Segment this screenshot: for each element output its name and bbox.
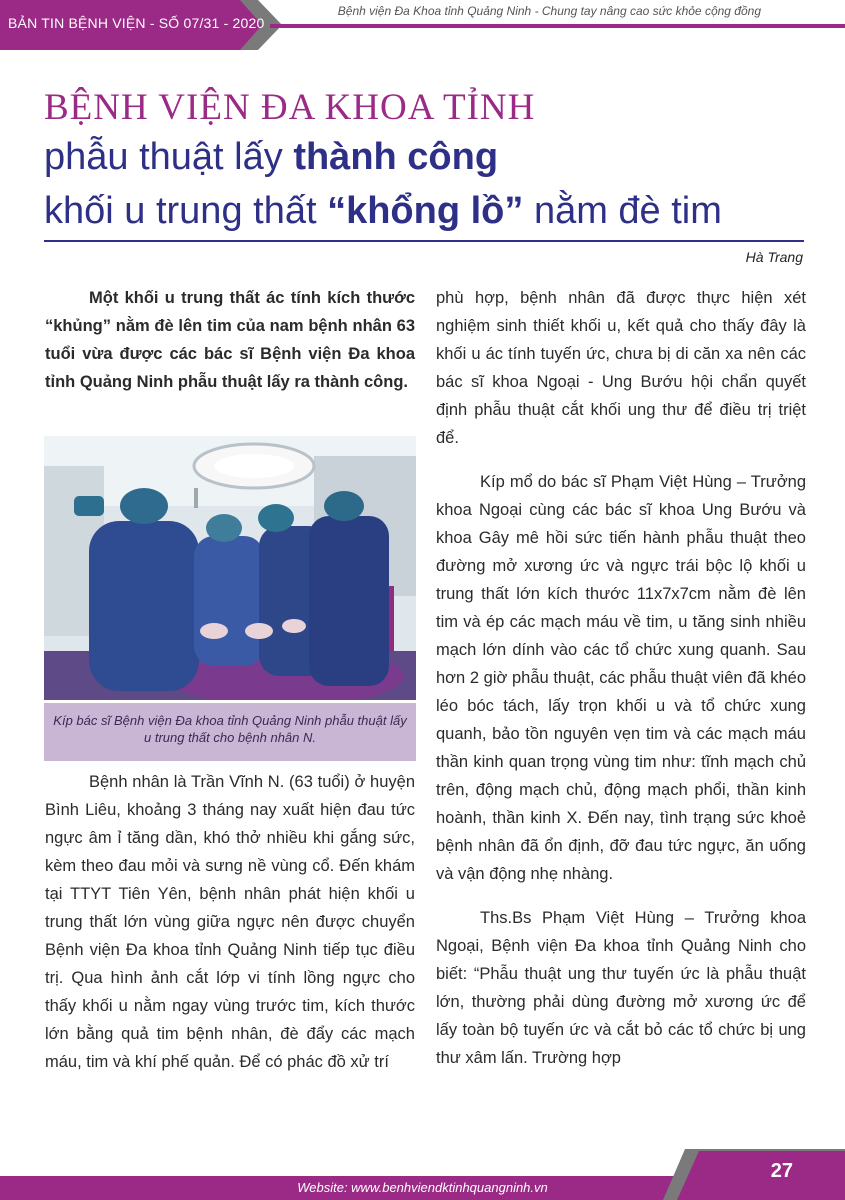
author-byline: Hà Trang [745, 249, 803, 265]
body-paragraph: Ths.Bs Phạm Việt Hùng – Trưởng khoa Ngoại, Bệnh viện Đa khoa tỉnh Quảng Ninh cho biết: “Phẫu thuật ung thư tuyến ức là phẫu thuật lớn, thường phải dùng đường mở xương ức để lấy toàn bộ tuyến ức và cắt bỏ các tổ chức bị ung thư xâm lấn. Trường hợp [436, 909, 806, 1067]
body-paragraph: Kíp mổ do bác sĩ Phạm Việt Hùng – Trưởng khoa Ngoại cùng các bác sĩ khoa Ung Bướu và khoa Gây mê hồi sức tiến hành phẫu thuật theo đường mở xương ức và ngực trái bộc lộ khối u trung thất lớn kích thước 11x7x7cm nằm đè lên tim và ép các mạch máu về tim, u tăng sinh nhiều mạch lớn dính vào các tổ chức xung quanh. Sau hơn 2 giờ phẫu thuật, các phẫu thuật viên đã khéo léo bóc tách, lấy trọn khối u và tổ chức xung quanh, bảo tồn nguyên vẹn tim và các mạch máu thần kinh quan trọng vùng tim như: tĩnh mạch chủ trên, động mạch chủ, động mạch phổi, thần kinh hoành, thần kinh X. Đến nay, tình trạng sức khoẻ bệnh nhân đã ổn định, đỡ đau tức ngực, ăn uống và vận động nhẹ nhàng. [436, 473, 806, 883]
website-link[interactable]: Website: www.benhviendktinhquangninh.vn [297, 1180, 548, 1195]
title-divider [44, 240, 804, 242]
left-column-body [45, 768, 415, 1076]
body-paragraph: phù hợp, bệnh nhân đã được thực hiện xét nghiệm sinh thiết khối u, kết quả cho thấy đây là khối u ác tính tuyến ức, chưa bị di căn xa nên các bác sĩ khoa Ngoại - Ung Bướu hội chẩn quyết định phẫu thuật cắt khối ung thư để điều trị triệt để. [436, 289, 806, 447]
article-title-line-2 [44, 136, 498, 179]
article-title-line-3 [44, 190, 722, 233]
header-tagline: Bệnh viện Đa Khoa tỉnh Quảng Ninh - Chung tay nâng cao sức khỏe cộng đồng [337, 4, 761, 18]
header-rule [270, 24, 845, 28]
article-lead [45, 284, 415, 396]
newsletter-title: BẢN TIN BỆNH VIỆN - SỐ 07/31 - 2020 [8, 15, 265, 31]
title-text: khối u trung thất [44, 190, 328, 232]
body-paragraph: Bệnh nhân là Trần Vĩnh N. (63 tuổi) ở huyện Bình Liêu, khoảng 3 tháng nay xuất hiện đau tức ngực âm ỉ tăng dần, khó thở nhiều khi gắng sức, kèm theo đau mỏi và sưng nề vùng cổ. Đến khám tại TTYT Tiên Yên, bệnh nhân phát hiện khối u trung thất lớn vùng giữa ngực nên được chuyển Bệnh viện Đa khoa tỉnh Quảng Ninh tiếp tục điều trị. Qua hình ảnh cắt lớp vi tính lồng ngực cho thấy khối u nằm ngay vùng trước tim, kích thước lớn bằng quả tim bệnh nhân, đè đẩy các mạch máu, tim và khí phế quản. Để có phác đồ xử trí [45, 773, 415, 1071]
lead-paragraph: Một khối u trung thất ác tính kích thước “khủng” nằm đè lên tim của nam bệnh nhân 63 tuổi vừa được các bác sĩ Bệnh viện Đa khoa tỉnh Quảng Ninh phẫu thuật lấy ra thành công. [45, 289, 415, 391]
photo-caption: Kíp bác sĩ Bệnh viện Đa khoa tỉnh Quảng Ninh phẫu thuật lấy u trung thất cho bệnh nhân N. [44, 703, 416, 761]
title-emphasis: “khổng lồ” [327, 190, 524, 232]
title-emphasis: thành công [293, 136, 499, 178]
title-text: phẫu thuật lấy [44, 136, 294, 178]
page-number: 27 [770, 1160, 793, 1182]
right-column [436, 284, 806, 1072]
title-text: nằm đè tim [523, 190, 722, 232]
header-band [0, 0, 845, 50]
surgery-photo [44, 436, 416, 700]
surgery-photo-illustration [44, 436, 416, 700]
article-title-line-1: BỆNH VIỆN ĐA KHOA TỈNH [44, 87, 536, 128]
